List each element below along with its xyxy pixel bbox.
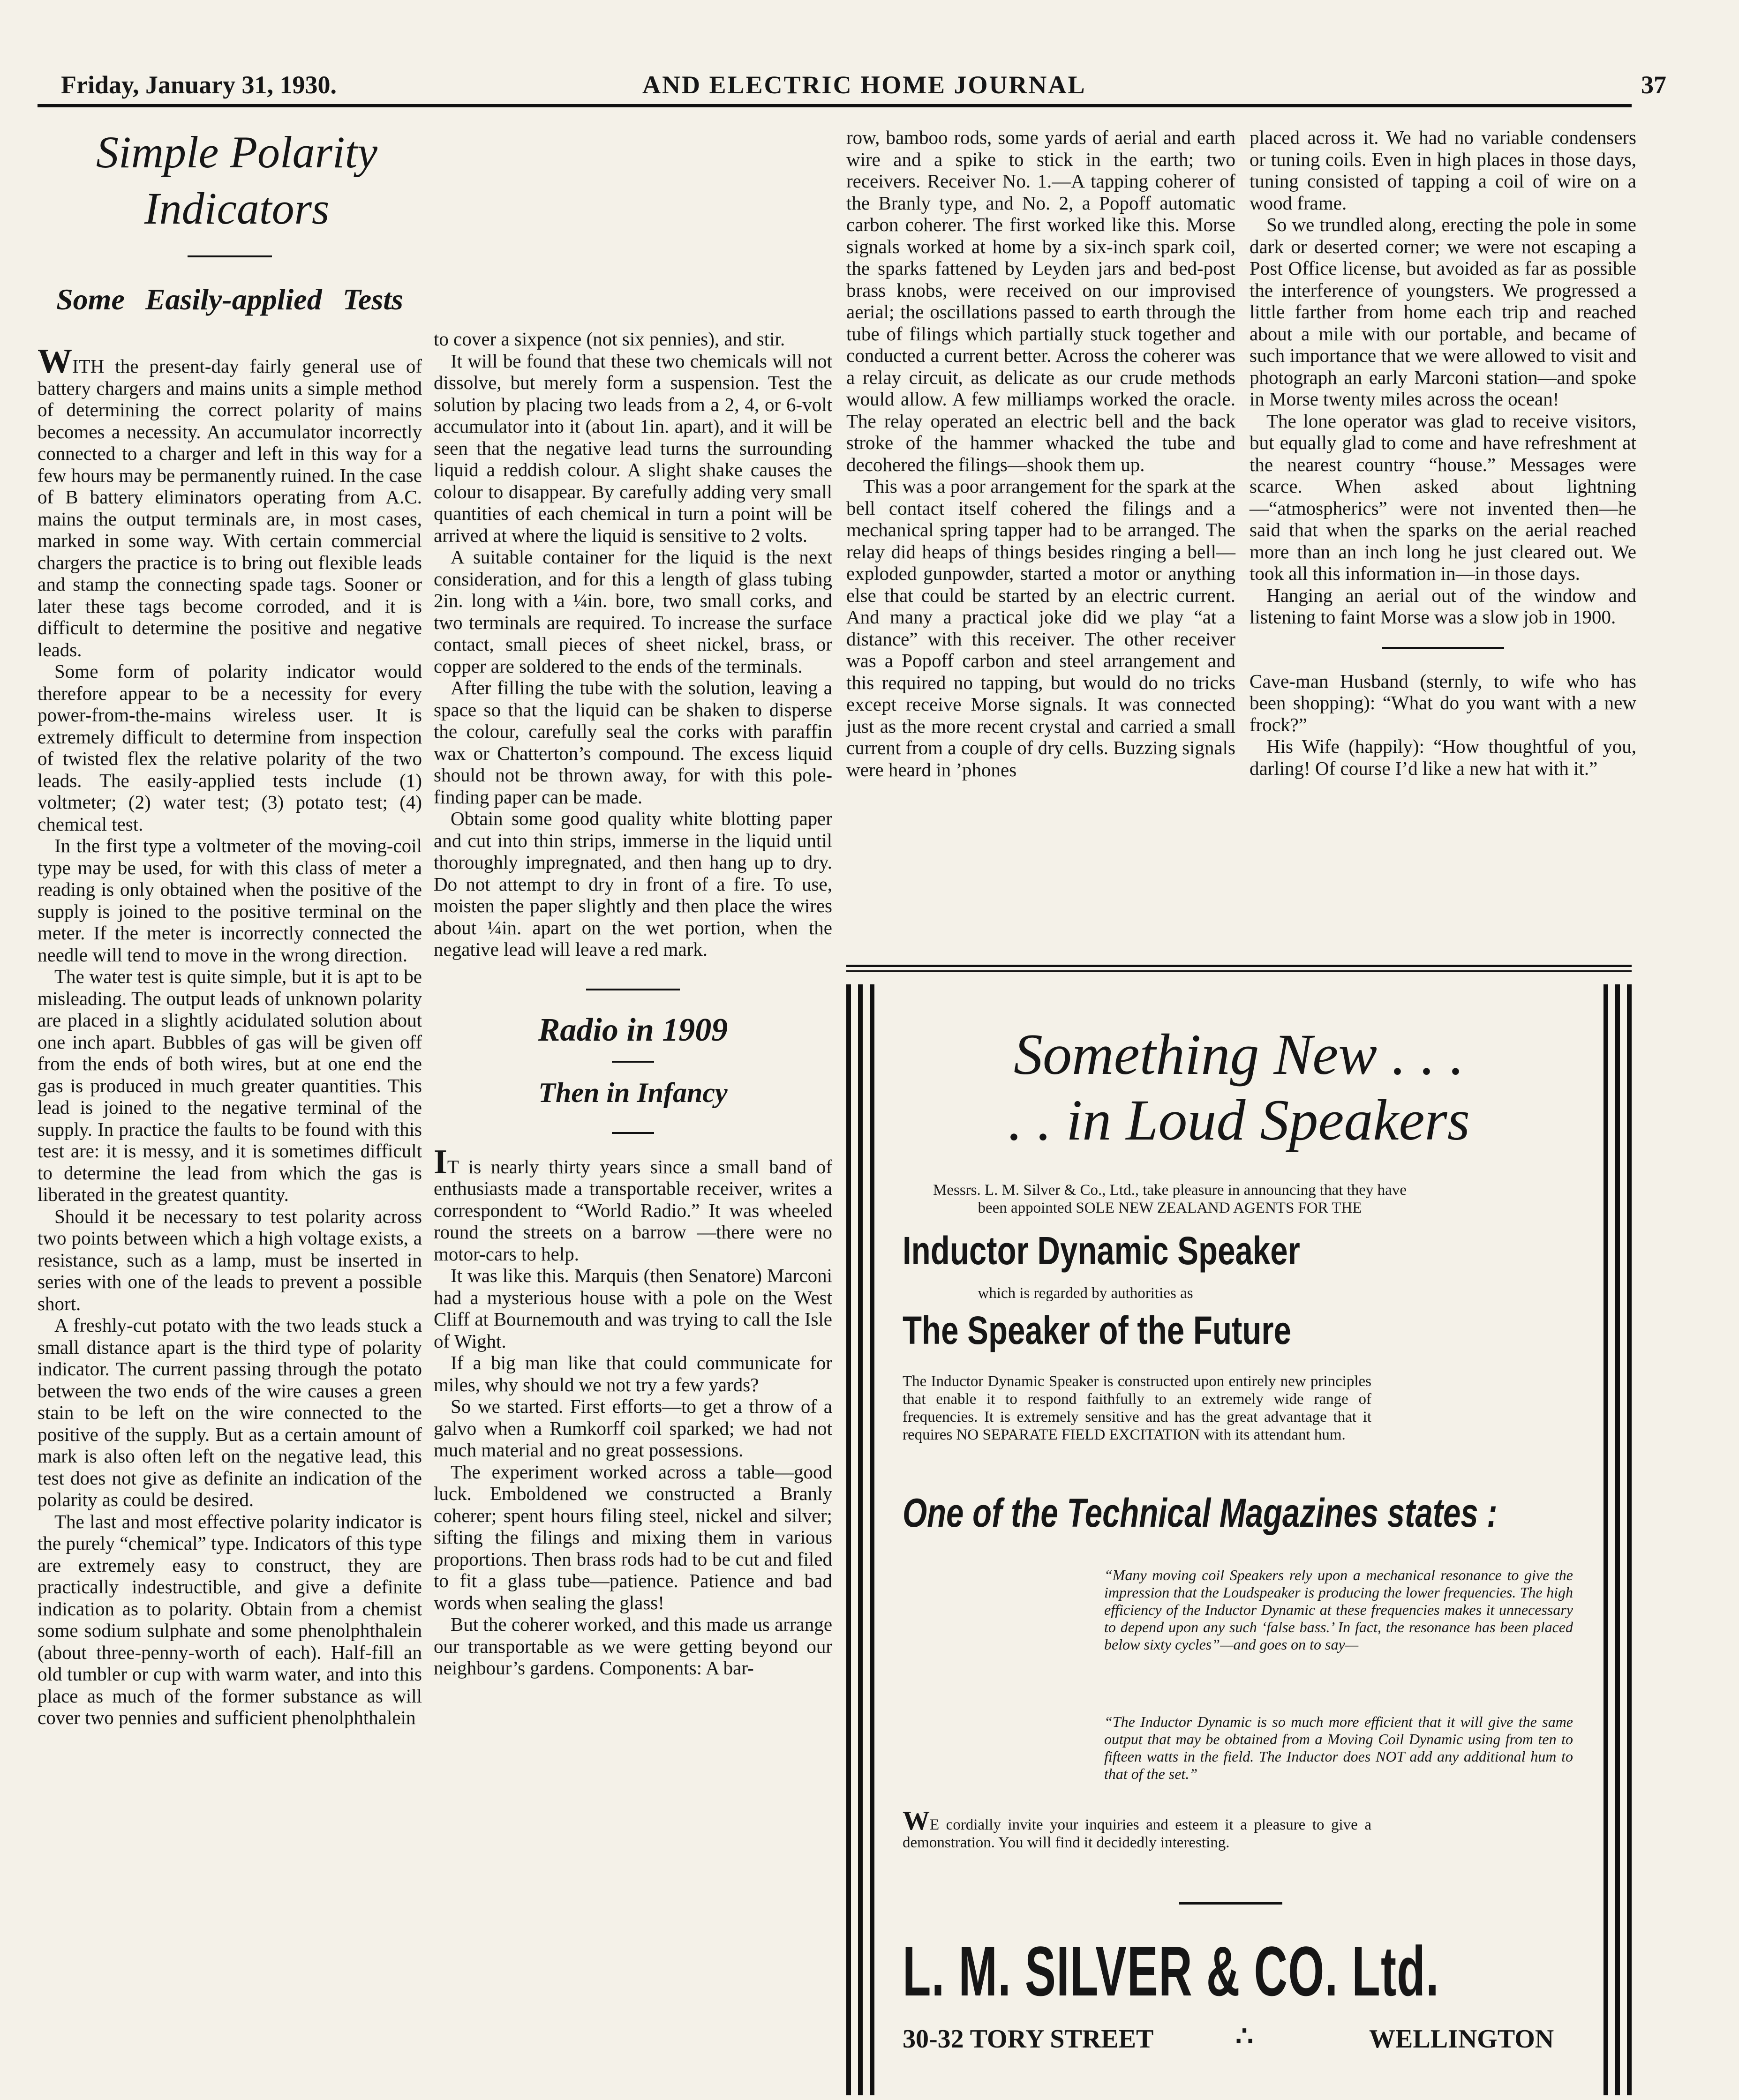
article-subtitle-radio: Then in Infancy xyxy=(538,1077,728,1108)
border-bar xyxy=(858,984,863,2095)
drop-cap: W xyxy=(903,1805,930,1836)
advert-description: The Inductor Dynamic Speaker is constructed upon entirely new principles that enable it to respond faithfully to an extremely wide range of frequencies. It is extremely sensitive and has the great advantage that it requires NO SEPARATE FIELD EXCITATION with its attendant hum. xyxy=(903,1373,1371,1443)
article-title-radio: Radio in 1909 xyxy=(538,1012,728,1048)
company-city: WELLINGTON xyxy=(1369,2025,1554,2054)
paragraph: So we started. First efforts—to get a throw of a galvo when a Rumkorff coil sparked; we had not much material and no great possessions. xyxy=(434,1395,832,1461)
border-bar xyxy=(1603,984,1608,2095)
paragraph: The lone operator was glad to receive visitors, but equally glad to come and have refreshment at the nearest country “house.” Messages were scarce. When asked about lightning—“atmospherics” were not invented then—he said that when the sparks on the aerial reached more than an inch long he just cleared out. We took all this information in—in those days. xyxy=(1250,410,1636,584)
drop-cap: I xyxy=(434,1142,447,1181)
paragraph: Obtain some good quality white blotting paper and cut into thin strips, immerse in the liquid until thoroughly impregnated, and then hang up to dry. Do not attempt to dry in front of a fire. To use, moisten the paper slightly and then place the wires about ¼in. apart on the wet portion, when the negative lead will leave a red mark. xyxy=(434,808,832,960)
paragraph: WITH the present-day fairly general use of battery chargers and mains units a simple method of determining the correct polarity of mains becomes a necessity. An accumulator incorrectly connected to a charger and left in this way for a few hours may be permanently ruined. In the case of B battery eliminators operating from A.C. mains the output terminals are, in most cases, marked in some way. With certain commercial chargers the practice is to bring out flexible leads and stamp the connecting spade tags. Sooner or later these tags become corroded, and it is difficult to determine the positive and negative leads. xyxy=(38,342,422,660)
article-divider xyxy=(586,989,680,990)
running-header xyxy=(56,70,1666,103)
paragraph: placed across it. We had no variable condensers or tuning coils. Even in high places in those days, tuning consisted of tapping a coil of wire on a wood frame. xyxy=(1250,127,1636,214)
title-divider xyxy=(612,1061,654,1063)
paragraph: A freshly-cut potato with the two leads stuck a small distance apart is the third type of polarity indicator. The current passing through the potato between the two ends of the wire causes a green stain to be left on the wire connected to the positive of the supply. But as a certain amount of mark is also often left on the negative lead, this test does not give as definite an indication of the polarity as could be desired. xyxy=(38,1314,422,1510)
title-divider xyxy=(188,255,272,257)
paragraph: After filling the tube with the solution, leaving a space so that the liquid can be shaken to disperse the colour, carefully seal the corks with paraffin wax or Chatterton’s compound. The excess liquid should not be thrown away, for with this pole-finding paper can be made. xyxy=(434,677,832,808)
paragraph: But the coherer worked, and this made us arrange our transportable as we were getting beyond our neighbour’s gardens. Components: A bar- xyxy=(434,1613,833,1679)
advert-subheading: One of the Technical Magazines states : xyxy=(903,1491,1498,1536)
column-2 xyxy=(434,328,832,1679)
border-bar xyxy=(1615,984,1620,2095)
advert-intro: Messrs. L. M. Silver & Co., Ltd., take pleasure in announcing that they have been appointed SOLE NEW ZEALAND AGENTS FOR THE xyxy=(933,1182,1407,1216)
product-name: Inductor Dynamic Speaker xyxy=(903,1229,1300,1273)
company-address: 30-32 TORY STREET xyxy=(903,2025,1154,2054)
magazine-quote: “Many moving coil Speakers rely upon a mechanical resonance to give the impression that the Loudspeaker is producing the lower frequencies. The high efficiency of the Inductor Dynamic at these frequencies makes it unnecessary to depend upon any such ‘false bass.’ In fact, the resonance has been placed below sixty cycles”—and goes on to say— xyxy=(1104,1567,1573,1653)
publication-name: AND ELECTRIC HOME JOURNAL xyxy=(642,71,1086,99)
paragraph: This was a poor arrangement for the spark at the bell contact itself cohered the filings and a mechanical spring tapper had to be arranged. The relay did heaps of things besides ringing a bell—exploded gunpowder, started a motor or anything else that could be started by an electric current. And many a practical joke did we play “at a distance” with this receiver. The other receiver was a Popoff carbon and steel arrangement and this required no tapping, but would do no tricks except receive Morse signals. It was connected just as the more recent crystal and carried a small current from a couple of dry cells. Buzzing signals were heard in ’phones xyxy=(846,475,1235,780)
paragraph: So we trundled along, erecting the pole in some dark or deserted corner; we were not escaping a Post Office license, but avoided as far as possible the interference of youngsters. We progressed a little farther from home each trip and reached about a mile with our portable, and became of such importance that we were allowed to visit and photograph an early Marconi station—and spoke in Morse twenty miles across the ocean! xyxy=(1250,214,1636,410)
advert-invitation: WE cordially invite your inquiries and esteem it a pleasure to give a demonstration. You will find it decidedly interesting. xyxy=(903,1805,1371,1851)
joke-line: Cave-man Husband (sternly, to wife who has been shopping): “What do you want with a new frock?” xyxy=(1250,670,1636,735)
paragraph: row, bamboo rods, some yards of aerial and earth wire and a spike to stick in the earth; two receivers. Receiver No. 1.—A tapping coherer of the Branly type, and No. 2, a Popoff automatic carbon coherer. The first worked like this. Morse signals worked at home by a six-inch spark coil, the sparks fattened by Leyden jars and bed-post brass knobs, were received on our improvised aerial; the oscillations passed to earth through the tube of filings which partially stuck together and conducted a current better. Across the coherer was a relay circuit, as delicate as our crude methods would allow. A few milliamps worked the oracle. The relay operated an electric bell and the back stroke of the hammer whacked the tube and decohered the filings—shook them up. xyxy=(846,127,1235,475)
joke-line: His Wife (happily): “How thoughtful of you, darling! Of course I’d like a new hat with it.” xyxy=(1250,735,1636,779)
advert-content xyxy=(898,984,1580,2095)
paragraph: IT is nearly thirty years since a small band of enthusiasts made a transportable receiver, writes a correspondent to “World Radio.” It was wheeled round the streets on a barrow —there were no motor-cars to help. xyxy=(434,1142,832,1265)
paragraph: The experiment worked across a table—good luck. Emboldened we constructed a Branly coherer; spent hours filing steel, nickel and silver; sifting the filings and mixing them in various proportions. Then brass rods had to be cut and filed to fit a glass tube—patience. Patience and bad words when sealing the glass! xyxy=(434,1461,832,1613)
border-bar xyxy=(846,984,851,2095)
title-divider xyxy=(612,1132,654,1134)
article-subtitle-polarity: Some Easily-applied Tests xyxy=(56,283,403,316)
company-name: L. M. SILVER & CO. Ltd. xyxy=(903,1932,1439,2010)
issue-date: Friday, January 31, 1930. xyxy=(61,71,337,99)
paragraph: Hanging an aerial out of the window and listening to faint Morse was a slow job in 1900. xyxy=(1250,584,1636,628)
border-bar xyxy=(870,984,874,2095)
article-divider xyxy=(1382,647,1504,649)
paragraph: The water test is quite simple, but it is apt to be misleading. The output leads of unknown polarity are placed in a slightly acidulated solution about one inch apart. Bubbles of gas will be given off from the ends of both wires, but at one end the gas is produced in much greater quantities. This lead is joined to the negative terminal of the supply. In practice the faults to be found with this test are: it is messy, and it is sometimes difficult to determine the lead from which the gas is liberated in the greatest quantity. xyxy=(38,966,422,1205)
paragraph: The last and most effective polarity indicator is the purely “chemical” type. Indicators of this type are extremely easy to construct, they are practically indestructible, and give a definite indication as to polarity. Obtain from a chemist some sodium sulphate and some phenolphthalein (about three-penny-worth of each). Half-fill an old tumbler or cup with warm water, and into this place as much of the former substance as will cover two pennies and sufficient phenolphthalein xyxy=(38,1510,422,1728)
advert-divider xyxy=(1179,1902,1282,1905)
header-rule xyxy=(38,104,1632,107)
advert-top-rule xyxy=(846,965,1632,967)
advert-headline: Something New . . . xyxy=(1014,1022,1464,1087)
column-3 xyxy=(846,127,1235,780)
advert-tagline: The Speaker of the Future xyxy=(903,1308,1291,1352)
page-number: 37 xyxy=(1641,71,1666,99)
border-bar xyxy=(1627,984,1632,2095)
drop-cap: W xyxy=(38,342,72,381)
paragraph: A suitable container for the liquid is the next consideration, and for this a length of glass tubing 2in. long with a ¼in. bore, two small corks, and two terminals are required. To increase the surface contact, small pieces of sheet nickel, brass, or copper are soldered to the ends of the terminals. xyxy=(434,546,832,677)
paragraph: It was like this. Marquis (then Senatore) Marconi had a mysterious house with a pole on the West Cliff at Bournemouth and was trying to call the Isle of Wight. xyxy=(434,1265,832,1352)
paragraph: Some form of polarity indicator would therefore appear to be a necessity for every power-from-the-mains wireless user. It is extremely difficult to determine from inspection of twisted flex the relative polarity of the two leads. The easily-applied tests include (1) voltmeter; (2) water test; (3) potato test; (4) chemical test. xyxy=(38,660,422,835)
magazine-quote: “The Inductor Dynamic is so much more efficient that it will give the same output that may be obtained from a Moving Coil Dynamic using from ten to fifteen watts in the field. The Inductor does NOT add any additional hum to that of the set.” xyxy=(1104,1713,1573,1782)
advert-text: which is regarded by authorities as xyxy=(978,1285,1193,1302)
paragraph: Should it be necessary to test polarity across two points between which a high voltage exists, a resistance, such as a lamp, must be inserted in series with one of the leads to prevent a possible short. xyxy=(38,1205,422,1314)
therefore-symbol: ∴ xyxy=(1235,2021,1254,2052)
paragraph: It will be found that these two chemicals will not dissolve, but merely form a suspension. Test the solution by placing two leads from a 2, 4, or 6-volt accumulator into it (about 1in. apart), and it will be seen that the negative lead turns the surrounding liquid a reddish colour. A slight shake causes the colour to disappear. By carefully adding very small quantities of each chemical in turn a point will be arrived at where the liquid is sensitive to 2 volts. xyxy=(434,350,832,546)
column-4 xyxy=(1250,127,1636,779)
paragraph: to cover a sixpence (not six pennies), and stir. xyxy=(434,328,785,350)
advert-headline: . . in Loud Speakers xyxy=(1008,1088,1470,1152)
paragraph: If a big man like that could communicate for miles, why should we not try a few yards? xyxy=(434,1352,832,1395)
column-1 xyxy=(38,124,422,1729)
advert-top-rule xyxy=(846,970,1632,972)
article-title-polarity: Simple Polarity Indicators xyxy=(96,127,377,233)
advertisement xyxy=(846,984,1632,2095)
paragraph: In the first type a voltmeter of the moving-coil type may be used, for with this class of meter a reading is only obtained when the positive of the supply is joined to the positive terminal on the meter. If the meter is incorrectly connected the needle will tend to move in the wrong direction. xyxy=(38,835,422,966)
